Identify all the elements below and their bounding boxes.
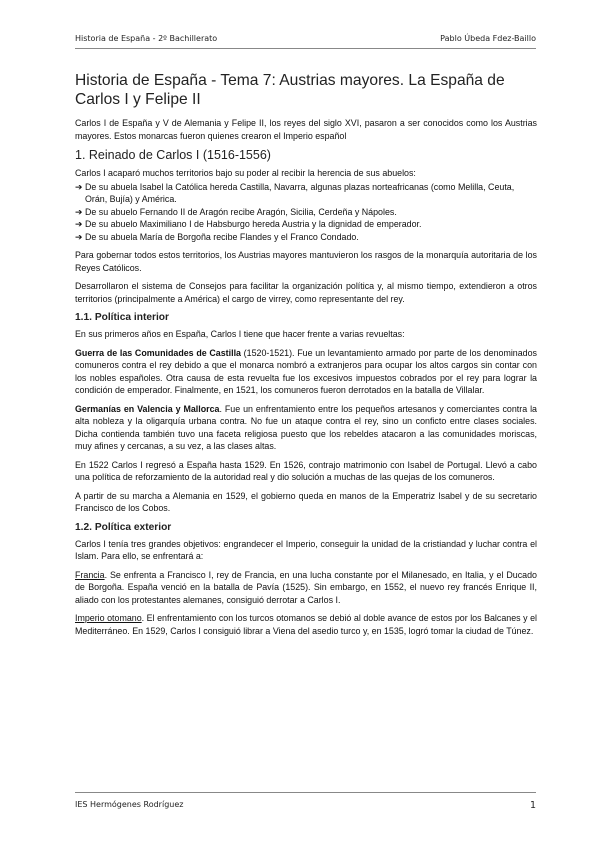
comunidades-paragraph: Guerra de las Comunidades de Castilla (1520-1521). Fue un levantamiento armado por parte de los denominados comuneros contra el rey debido a que el monarca nombró a extranjeros para ocupar los altos cargos sin contar con los nobles españoles. Otra causa de esta revuelta fue los excesivos impuestos cobrados por el rey para lograr la condición de emperador. Finalmente, en 1521, los comuneros fueron derrotados en la batalla de Villalar.	[75, 347, 537, 395]
page-number: 1	[529, 800, 536, 811]
document-title: Historia de España - Tema 7: Austrias mayores. La España de Carlos I y Felipe II	[75, 72, 505, 108]
subsection-heading-interior: 1.1. Política interior	[75, 312, 169, 323]
regency-paragraph: A partir de su marcha a Alemania en 1529, el gobierno queda en manos de la Emperatriz Isabel y de su secretario Francisco de los Cobos.	[75, 490, 537, 513]
revolts-lead: En sus primeros años en España, Carlos I tiene que hacer frente a varias revueltas:	[75, 329, 405, 339]
document-body	[75, 72, 537, 643]
header-divider	[75, 48, 536, 49]
list-item: ➔ De su abuelo Maximiliano I de Habsburgo hereda Austria y la dignidad de emperador.	[75, 219, 422, 229]
subsection-heading-exterior: 1.2. Política exterior	[75, 521, 172, 533]
arrow-icon: ➔	[75, 219, 83, 229]
header-author: Pablo Úbeda Fdez-Baillo	[440, 34, 536, 43]
inheritance-list	[75, 181, 537, 244]
germanias-term: Germanías en Valencia y Mallorca	[75, 403, 220, 414]
arrow-icon: ➔	[75, 181, 83, 192]
list-item: ➔ De su abuelo Fernando II de Aragón recibe Aragón, Sicilia, Cerdeña y Nápoles.	[75, 206, 397, 217]
councils-paragraph: Desarrollaron el sistema de Consejos para facilitar la organización política y, al mismo tiempo, extendieron a otros territorios (principalmente a América) el cargo de virrey, como representante del rey.	[75, 281, 537, 304]
monarchy-paragraph: Para gobernar todos estos territorios, los Austrias mayores mantuvieron los rasgos de la monarquía autoritaria de los Reyes Católicos.	[75, 250, 537, 273]
list-item: ➔ De su abuela Isabel la Católica hereda Castilla, Navarra, algunas plazas norteafricanas (como Melilla, Ceuta, Orán, Bujía) y América.	[75, 181, 515, 204]
objectives-paragraph: Carlos I tenía tres grandes objetivos: engrandecer el Imperio, conseguir la unidad de la cristiandad y luchar contra el Islam. Para ello, se enfrentará a:	[75, 538, 537, 561]
list-item: ➔ De su abuela María de Borgoña recibe Flandes y el Franco Condado.	[75, 231, 359, 242]
otomano-term: Imperio otomano	[75, 613, 142, 623]
footer-divider	[75, 792, 536, 793]
footer-school: IES Hermógenes Rodríguez	[75, 800, 184, 809]
running-footer	[75, 800, 536, 811]
section-heading-reinado: 1. Reinado de Carlos I (1516-1556)	[75, 148, 271, 162]
germanias-paragraph: Germanías en Valencia y Mallorca. Fue un enfrentamiento entre los pequeños artesanos y comerciantes contra la alta nobleza y la oligarquía urbana contra. No fue un ataque contra el rey, sino un conficto entre clases sociales. Dicha contienda también tuvo una faceta religiosa puesto que los rebeldes atacaron a las comunidades moriscas, muy afines y cercanas, a su vez, a las clases altas.	[75, 403, 537, 451]
intro-paragraph: Carlos I de España y V de Alemania y Felipe II, los reyes del siglo XVI, pasaron a ser conocidos como los Austrias mayores. Estos monarcas fueron quienes crearon el Imperio español	[75, 118, 537, 141]
running-header	[75, 34, 536, 43]
otomano-paragraph: Imperio otomano. El enfrentamiento con los turcos otomanos se debió al doble avance de estos por los Balcanes y el Mediterráneo. En 1529, Carlos I consiguió librar a Viena del asedio turco y, en 1535, logró tomar la ciudad de Túnez.	[75, 613, 537, 636]
arrow-icon: ➔	[75, 231, 83, 242]
comunidades-term: Guerra de las Comunidades de Castilla	[75, 347, 241, 358]
francia-term: Francia	[75, 569, 105, 580]
inheritance-lead: Carlos I acaparó muchos territorios bajo su poder al recibir la herencia de sus abuelos:	[75, 168, 416, 178]
header-course: Historia de España - 2º Bachillerato	[75, 34, 218, 43]
return-paragraph: En 1522 Carlos I regresó a España hasta 1529. En 1526, contrajo matrimonio con Isabel de Portugal. Llevó a cabo una política de reforzamiento de la autoridad real y dio solución a muchas de las quejas de los comuneros.	[75, 459, 537, 482]
francia-paragraph: Francia. Se enfrenta a Francisco I, rey de Francia, en una lucha constante por el Milanesado, en Italia, y el Ducado de Borgoña. España venció en la batalla de Pavía (1525). Sin embargo, en 1552, el nuevo rey francés Enrique II, aliado con los protestantes alemanes, consiguió derrotar a Carlos I.	[75, 569, 537, 605]
arrow-icon: ➔	[75, 206, 83, 217]
